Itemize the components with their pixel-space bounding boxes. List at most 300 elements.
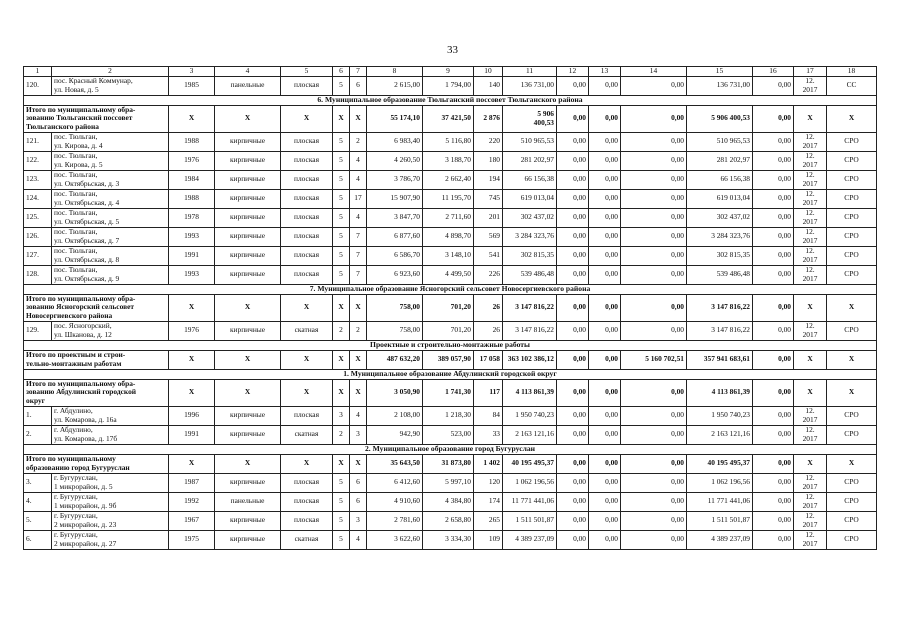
table-cell: 745	[474, 189, 503, 208]
subtotal-cell: 117	[474, 379, 503, 406]
table-cell: 0,00	[621, 492, 687, 511]
column-number-cell: 14	[621, 67, 687, 77]
section-heading-row	[24, 369, 877, 379]
table-cell: 1 511 501,87	[503, 511, 557, 530]
table-cell: 3 188,70	[423, 151, 474, 170]
address-cell: г. Абдулино, ул. Комарова, д. 17б	[52, 425, 169, 444]
column-number-cell: 2	[52, 67, 169, 77]
subtotal-cell: X	[333, 105, 350, 132]
table-cell: 3 622,60	[367, 530, 423, 549]
table-cell: 5 997,10	[423, 473, 474, 492]
column-number-row	[24, 67, 877, 77]
table-cell: 1 062 196,56	[687, 473, 753, 492]
table-cell: кирпичные	[215, 227, 281, 246]
subtotal-cell: 363 102 386,12	[503, 350, 557, 369]
subtotal-cell: X	[169, 379, 215, 406]
table-cell: 0,00	[589, 406, 621, 425]
row-number: 121.	[24, 132, 52, 151]
table-cell: кирпичные	[215, 511, 281, 530]
table-cell: 1985	[169, 76, 215, 95]
table-cell: 4	[350, 208, 367, 227]
subtotal-cell: 0,00	[753, 105, 794, 132]
table-cell: плоская	[281, 511, 333, 530]
table-cell: 0,00	[621, 530, 687, 549]
table-cell: плоская	[281, 265, 333, 284]
table-cell: 180	[474, 151, 503, 170]
table-cell: 1992	[169, 492, 215, 511]
table-cell: 5	[333, 132, 350, 151]
table-cell: 6 923,60	[367, 265, 423, 284]
table-cell: СРО	[827, 473, 877, 492]
address-cell: пос. Тюльган, ул. Октябрьская, д. 3	[52, 170, 169, 189]
table-cell: 523,00	[423, 425, 474, 444]
subtotal-cell: X	[794, 105, 827, 132]
table-cell: 0,00	[753, 132, 794, 151]
column-number-cell: 7	[350, 67, 367, 77]
table-cell: 12. 2017	[794, 151, 827, 170]
column-number-cell: 13	[589, 67, 621, 77]
subtotal-cell: 0,00	[621, 105, 687, 132]
table-cell: 541	[474, 246, 503, 265]
table-cell: 2	[333, 425, 350, 444]
table-cell: СРО	[827, 208, 877, 227]
table-cell: 0,00	[621, 425, 687, 444]
table-cell: 11 195,70	[423, 189, 474, 208]
subtotal-cell: 0,00	[589, 105, 621, 132]
subtotal-cell: X	[333, 294, 350, 321]
table-cell: 4	[350, 151, 367, 170]
table-row	[24, 246, 877, 265]
table-cell: 5	[333, 170, 350, 189]
table-cell: 226	[474, 265, 503, 284]
table-row	[24, 425, 877, 444]
table-cell: 0,00	[589, 511, 621, 530]
subtotal-row	[24, 379, 877, 406]
subtotal-cell: 31 873,80	[423, 454, 474, 473]
subtotal-label: Итого по муниципальному обра- зованию Тюльганский поссовет Тюльганского района	[24, 105, 169, 132]
subtotal-cell: X	[281, 379, 333, 406]
table-cell: 11 771 441,06	[687, 492, 753, 511]
table-cell: 3	[333, 406, 350, 425]
table-cell: 0,00	[753, 425, 794, 444]
row-number: 126.	[24, 227, 52, 246]
subtotal-cell: 5 160 702,51	[621, 350, 687, 369]
table-cell: 0,00	[557, 425, 589, 444]
table-cell: 1 062 196,56	[503, 473, 557, 492]
row-number: 6.	[24, 530, 52, 549]
table-cell: 0,00	[753, 170, 794, 189]
column-number-cell: 3	[169, 67, 215, 77]
subtotal-cell: X	[827, 294, 877, 321]
table-cell: 3	[350, 425, 367, 444]
table-cell: 3	[350, 511, 367, 530]
table-cell: 6 586,70	[367, 246, 423, 265]
subtotal-cell: 758,00	[367, 294, 423, 321]
subtotal-cell: X	[350, 379, 367, 406]
row-number: 124.	[24, 189, 52, 208]
subtotal-label: Итого по муниципальному обра- зованию Абдулинский городской округ	[24, 379, 169, 406]
subtotal-cell: 5 906 400,53	[503, 105, 557, 132]
table-cell: 0,00	[753, 406, 794, 425]
table-cell: 0,00	[557, 208, 589, 227]
subtotal-cell: 0,00	[557, 454, 589, 473]
table-cell: 5	[333, 189, 350, 208]
subtotal-label: Итого по проектным и строи- тельно-монтажным работам	[24, 350, 169, 369]
table-cell: 1 950 740,23	[687, 406, 753, 425]
row-number: 129.	[24, 321, 52, 340]
table-cell: 201	[474, 208, 503, 227]
table-cell: 2	[350, 321, 367, 340]
table-cell: 12. 2017	[794, 473, 827, 492]
table-cell: 0,00	[621, 473, 687, 492]
table-cell: 0,00	[753, 530, 794, 549]
table-cell: кирпичные	[215, 170, 281, 189]
table-cell: плоская	[281, 406, 333, 425]
table-cell: СРО	[827, 170, 877, 189]
table-cell: 2 711,60	[423, 208, 474, 227]
table-cell: плоская	[281, 132, 333, 151]
table-cell: 4	[350, 406, 367, 425]
table-cell: 0,00	[753, 76, 794, 95]
address-cell: пос. Красный Коммунар, ул. Новая, д. 5	[52, 76, 169, 95]
table-cell: 0,00	[589, 246, 621, 265]
table-cell: 0,00	[589, 321, 621, 340]
table-row	[24, 76, 877, 95]
table-cell: 7	[350, 265, 367, 284]
table-cell: 619 013,04	[687, 189, 753, 208]
table-cell: 0,00	[621, 406, 687, 425]
table-cell: 6 877,60	[367, 227, 423, 246]
table-cell: 6	[350, 492, 367, 511]
column-number-cell: 10	[474, 67, 503, 77]
table-cell: кирпичные	[215, 265, 281, 284]
subtotal-cell: X	[794, 350, 827, 369]
subtotal-cell: X	[350, 105, 367, 132]
table-cell: 5	[333, 151, 350, 170]
subtotal-cell: X	[169, 105, 215, 132]
row-number: 123.	[24, 170, 52, 189]
table-cell: СРО	[827, 406, 877, 425]
table-cell: 0,00	[753, 473, 794, 492]
table-cell: 220	[474, 132, 503, 151]
table-cell: 1988	[169, 132, 215, 151]
table-cell: 12. 2017	[794, 189, 827, 208]
table-cell: 0,00	[621, 76, 687, 95]
table-cell: 302 437,02	[687, 208, 753, 227]
subtotal-cell: 487 632,20	[367, 350, 423, 369]
table-cell: 0,00	[557, 473, 589, 492]
table-row	[24, 208, 877, 227]
table-cell: 0,00	[557, 151, 589, 170]
table-cell: 12. 2017	[794, 511, 827, 530]
section-heading-row	[24, 284, 877, 294]
table-cell: 0,00	[589, 473, 621, 492]
row-number: 120.	[24, 76, 52, 95]
table-cell: 12. 2017	[794, 425, 827, 444]
address-cell: г. Бугуруслан, 2 микрорайон, д. 27	[52, 530, 169, 549]
table-cell: 1987	[169, 473, 215, 492]
subtotal-cell: 40 195 495,37	[503, 454, 557, 473]
subtotal-cell: X	[215, 379, 281, 406]
table-cell: 136 731,00	[503, 76, 557, 95]
table-cell: 5	[333, 492, 350, 511]
subtotal-cell: 26	[474, 294, 503, 321]
subtotal-cell: 0,00	[753, 294, 794, 321]
table-cell: 1976	[169, 321, 215, 340]
subtotal-label: Итого по муниципальному образованию город Бугуруслан	[24, 454, 169, 473]
table-cell: 2 108,00	[367, 406, 423, 425]
subtotal-cell: 0,00	[589, 350, 621, 369]
subtotal-cell: X	[215, 454, 281, 473]
table-cell: кирпичные	[215, 151, 281, 170]
section-heading-row	[24, 95, 877, 105]
table-cell: 12. 2017	[794, 265, 827, 284]
subtotal-cell: X	[350, 294, 367, 321]
address-cell: пос. Тюльган, ул. Октябрьская, д. 9	[52, 265, 169, 284]
table-cell: кирпичные	[215, 425, 281, 444]
table-cell: кирпичные	[215, 473, 281, 492]
table-cell: 7	[350, 246, 367, 265]
table-cell: 4 898,70	[423, 227, 474, 246]
section-heading-row	[24, 340, 877, 350]
table-cell: кирпичные	[215, 406, 281, 425]
subtotal-cell: 3 147 816,22	[687, 294, 753, 321]
table-cell: плоская	[281, 227, 333, 246]
table-cell: 0,00	[589, 76, 621, 95]
table-cell: 0,00	[557, 189, 589, 208]
table-cell: 1991	[169, 425, 215, 444]
table-cell: 0,00	[589, 189, 621, 208]
subtotal-cell: X	[333, 379, 350, 406]
table-cell: 1993	[169, 265, 215, 284]
table-cell: плоская	[281, 76, 333, 95]
subtotal-cell: 37 421,50	[423, 105, 474, 132]
table-cell: 0,00	[589, 492, 621, 511]
table-cell: СРО	[827, 265, 877, 284]
table-cell: 1976	[169, 151, 215, 170]
table-cell: 0,00	[621, 208, 687, 227]
table-cell: 4	[350, 530, 367, 549]
table-cell: 0,00	[753, 492, 794, 511]
table-cell: панельные	[215, 76, 281, 95]
subtotal-cell: X	[350, 350, 367, 369]
column-number-cell: 4	[215, 67, 281, 77]
subtotal-cell: 0,00	[557, 350, 589, 369]
table-cell: 0,00	[589, 530, 621, 549]
address-cell: г. Абдулино, ул. Комарова, д. 16а	[52, 406, 169, 425]
table-row	[24, 473, 877, 492]
table-cell: 1 511 501,87	[687, 511, 753, 530]
table-cell: 0,00	[557, 227, 589, 246]
subtotal-cell: 0,00	[753, 350, 794, 369]
table-cell: 1 950 740,23	[503, 406, 557, 425]
subtotal-cell: 0,00	[557, 379, 589, 406]
subtotal-cell: 701,20	[423, 294, 474, 321]
row-number: 122.	[24, 151, 52, 170]
table-cell: 5	[333, 246, 350, 265]
column-number-cell: 16	[753, 67, 794, 77]
table-cell: 1 794,00	[423, 76, 474, 95]
subtotal-cell: 0,00	[753, 454, 794, 473]
table-cell: 17	[350, 189, 367, 208]
subtotal-cell: 0,00	[621, 454, 687, 473]
table-cell: 0,00	[589, 227, 621, 246]
table-cell: 0,00	[753, 227, 794, 246]
subtotal-cell: X	[794, 454, 827, 473]
table-cell: 265	[474, 511, 503, 530]
subtotal-cell: X	[794, 294, 827, 321]
subtotal-cell: X	[215, 294, 281, 321]
table-cell: 0,00	[557, 170, 589, 189]
table-cell: 539 486,48	[503, 265, 557, 284]
table-row	[24, 406, 877, 425]
address-cell: пос. Тюльган, ул. Октябрьская, д. 7	[52, 227, 169, 246]
table-cell: 0,00	[557, 406, 589, 425]
table-cell: 26	[474, 321, 503, 340]
table-cell: 3 284 323,76	[503, 227, 557, 246]
table-cell: 6	[350, 76, 367, 95]
table-cell: плоская	[281, 246, 333, 265]
row-number: 2.	[24, 425, 52, 444]
subtotal-cell: 17 058	[474, 350, 503, 369]
subtotal-cell: 0,00	[557, 294, 589, 321]
table-cell: 5 116,80	[423, 132, 474, 151]
table-row	[24, 151, 877, 170]
table-cell: 0,00	[557, 76, 589, 95]
address-cell: пос. Тюльган, ул. Октябрьская, д. 4	[52, 189, 169, 208]
table-row	[24, 321, 877, 340]
table-cell: 11 771 441,06	[503, 492, 557, 511]
subtotal-row	[24, 350, 877, 369]
table-cell: СРО	[827, 132, 877, 151]
subtotal-cell: X	[794, 379, 827, 406]
table-cell: 12. 2017	[794, 170, 827, 189]
subtotal-cell: 3 050,90	[367, 379, 423, 406]
table-cell: 1988	[169, 189, 215, 208]
subtotal-cell: X	[169, 350, 215, 369]
table-row	[24, 530, 877, 549]
subtotal-cell: 4 113 861,39	[503, 379, 557, 406]
table-cell: плоская	[281, 473, 333, 492]
subtotal-row	[24, 454, 877, 473]
address-cell: г. Бугуруслан, 1 микрорайон, д. 5	[52, 473, 169, 492]
row-number: 3.	[24, 473, 52, 492]
address-cell: г. Бугуруслан, 2 микрорайон, д. 23	[52, 511, 169, 530]
table-cell: 758,00	[367, 321, 423, 340]
table-cell: 1984	[169, 170, 215, 189]
table-cell: 302 815,35	[503, 246, 557, 265]
table-cell: 33	[474, 425, 503, 444]
table-cell: 109	[474, 530, 503, 549]
table-cell: 281 202,97	[687, 151, 753, 170]
table-cell: 3 147 816,22	[503, 321, 557, 340]
table-cell: 5	[333, 265, 350, 284]
address-cell: пос. Тюльган, ул. Октябрьская, д. 8	[52, 246, 169, 265]
table-cell: 539 486,48	[687, 265, 753, 284]
subtotal-cell: 55 174,10	[367, 105, 423, 132]
subtotal-cell: 1 741,30	[423, 379, 474, 406]
table-cell: скатная	[281, 530, 333, 549]
subtotal-cell: 0,00	[753, 379, 794, 406]
table-cell: СРО	[827, 425, 877, 444]
column-number-cell: 18	[827, 67, 877, 77]
table-cell: 66 156,38	[503, 170, 557, 189]
table-cell: 3 284 323,76	[687, 227, 753, 246]
table-cell: 302 815,35	[687, 246, 753, 265]
table-cell: 3 147 816,22	[687, 321, 753, 340]
table-cell: 0,00	[557, 530, 589, 549]
table-cell: 0,00	[621, 321, 687, 340]
table-row	[24, 265, 877, 284]
table-cell: плоская	[281, 189, 333, 208]
row-number: 125.	[24, 208, 52, 227]
page-number: 33	[447, 44, 458, 56]
table-cell: 12. 2017	[794, 492, 827, 511]
subtotal-cell: 0,00	[557, 105, 589, 132]
subtotal-cell: 0,00	[589, 454, 621, 473]
table-cell: 0,00	[753, 265, 794, 284]
table-cell: 619 013,04	[503, 189, 557, 208]
subtotal-cell: 0,00	[589, 294, 621, 321]
table-cell: 510 965,53	[687, 132, 753, 151]
table-cell: 3 334,30	[423, 530, 474, 549]
table-cell: 0,00	[753, 321, 794, 340]
table-cell: 12. 2017	[794, 246, 827, 265]
subtotal-cell: X	[215, 105, 281, 132]
subtotal-cell: 40 195 495,37	[687, 454, 753, 473]
table-cell: 0,00	[557, 132, 589, 151]
subtotal-cell: 0,00	[589, 379, 621, 406]
address-cell: пос. Тюльган, ул. Кирова, д. 4	[52, 132, 169, 151]
table-cell: панельные	[215, 492, 281, 511]
table-cell: 12. 2017	[794, 76, 827, 95]
table-cell: плоская	[281, 492, 333, 511]
table-row	[24, 170, 877, 189]
table-cell: 0,00	[557, 321, 589, 340]
subtotal-cell: 4 113 861,39	[687, 379, 753, 406]
table-cell: 3 148,10	[423, 246, 474, 265]
table-cell: 1967	[169, 511, 215, 530]
section-heading: 7. Муниципальное образование Ясногорский сельсовет Новосергиевского района	[24, 284, 877, 294]
table-cell: СРО	[827, 511, 877, 530]
column-number-cell: 15	[687, 67, 753, 77]
table-cell: СС	[827, 76, 877, 95]
table-cell: 569	[474, 227, 503, 246]
table-cell: 0,00	[557, 265, 589, 284]
table-cell: 0,00	[621, 132, 687, 151]
subtotal-cell: X	[281, 350, 333, 369]
table-cell: 0,00	[621, 227, 687, 246]
subtotal-cell: X	[169, 454, 215, 473]
table-cell: 12. 2017	[794, 321, 827, 340]
table-cell: 140	[474, 76, 503, 95]
table-cell: 1 218,30	[423, 406, 474, 425]
address-cell: пос. Ясногорский, ул. Шканова, д. 12	[52, 321, 169, 340]
table-cell: 4 499,50	[423, 265, 474, 284]
table-cell: 4 260,50	[367, 151, 423, 170]
subtotal-cell: X	[281, 294, 333, 321]
subtotal-cell: X	[827, 350, 877, 369]
table-cell: 2 163 121,16	[687, 425, 753, 444]
row-number: 127.	[24, 246, 52, 265]
subtotal-row	[24, 105, 877, 132]
table-cell: 4 389 237,09	[687, 530, 753, 549]
table-cell: скатная	[281, 425, 333, 444]
table-cell: кирпичные	[215, 189, 281, 208]
table-row	[24, 132, 877, 151]
subtotal-cell: 0,00	[621, 294, 687, 321]
table-cell: СРО	[827, 246, 877, 265]
